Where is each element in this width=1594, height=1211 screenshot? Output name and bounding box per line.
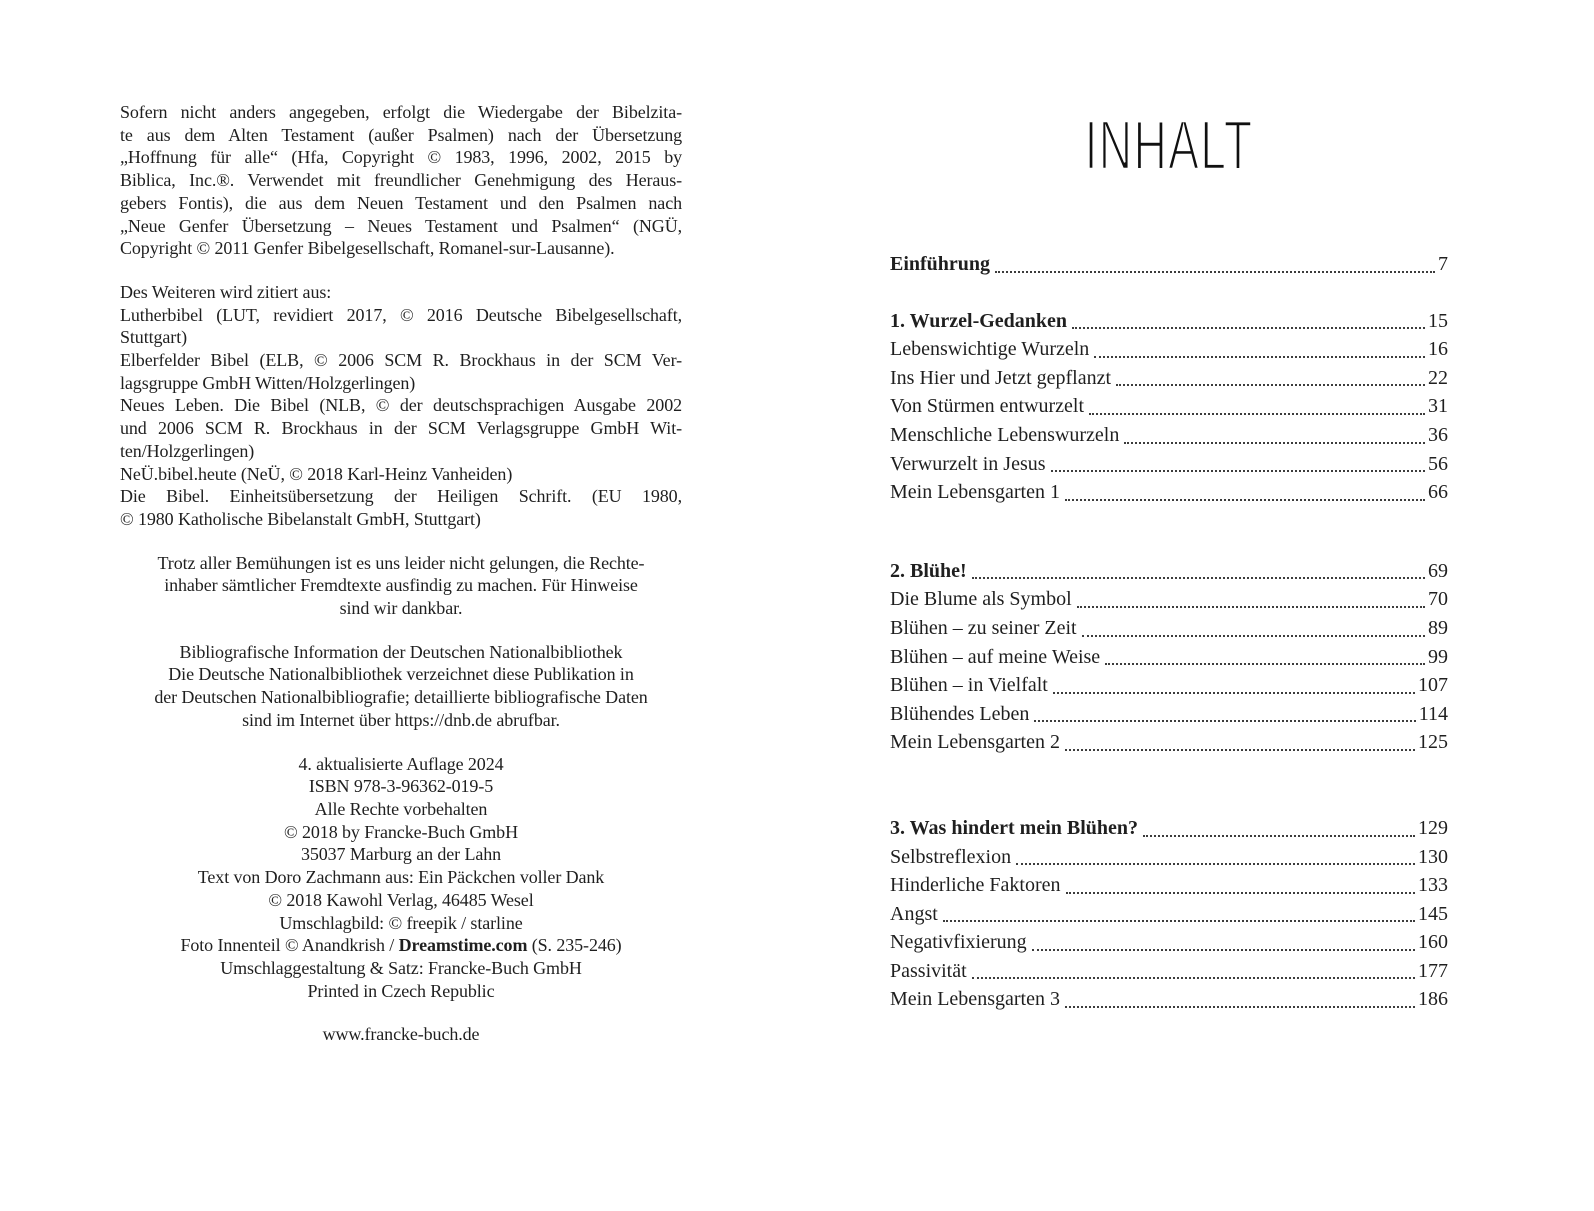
- bible-quote-notice: [120, 101, 682, 260]
- toc-entry: [890, 928, 1448, 957]
- text-line: te aus dem Alten Testament (außer Psalmen) nach der Übersetzung: [120, 124, 682, 145]
- toc-entry: [890, 364, 1448, 393]
- toc-entry-page-number: 16: [1428, 338, 1448, 361]
- toc-entry-page-number: 22: [1428, 366, 1448, 389]
- text-line: 4. aktualisierte Auflage 2024: [298, 753, 504, 774]
- toc-entry: [890, 335, 1448, 364]
- text-line: sind wir dankbar.: [339, 598, 463, 619]
- dot-leader: [1032, 949, 1415, 951]
- text-line: NeÜ.bibel.heute (NeÜ, © 2018 Karl-Heinz Vanheiden): [120, 463, 513, 484]
- toc-entry-page-number: 107: [1418, 674, 1448, 697]
- text-line: Copyright © 2011 Genfer Bibelgesellschaft, Romanel-sur-Lausanne).: [120, 238, 615, 259]
- toc-entry-page-number: 15: [1428, 309, 1448, 332]
- text-line: Umschlagbild: © freepik / starline: [279, 912, 523, 933]
- toc-entry-label: Mein Lebensgarten 1: [890, 481, 1060, 504]
- toc-entry-page-number: 56: [1428, 452, 1448, 475]
- toc-entry: [890, 392, 1448, 421]
- toc-entry-page-number: 99: [1428, 645, 1448, 668]
- imprint-details: [120, 753, 682, 1003]
- dot-leader: [1051, 470, 1425, 472]
- toc-entry: [890, 585, 1448, 614]
- dot-leader: [943, 920, 1415, 922]
- dot-leader: [1065, 499, 1425, 501]
- text-segment: (S. 235-246): [527, 935, 622, 956]
- toc-list: [890, 250, 1448, 1014]
- toc-page: [890, 0, 1448, 1211]
- toc-entry-label: Einführung: [890, 253, 991, 275]
- toc-entry: [890, 307, 1448, 336]
- dot-leader: [1143, 835, 1415, 837]
- text-line: inhaber sämtlicher Fremdtexte ausfindig zu machen. Für Hinweise: [164, 575, 638, 596]
- text-line: ten/Holzgerlingen): [120, 440, 255, 461]
- citation-sources: [120, 281, 682, 531]
- text-line: lagsgruppe GmbH Witten/Holzgerlingen): [120, 372, 416, 393]
- dot-leader: [1034, 720, 1415, 722]
- dot-leader: [1124, 442, 1425, 444]
- toc-entry-label: Angst: [890, 902, 938, 925]
- text-line: © 1980 Katholische Bibelanstalt GmbH, Stuttgart): [120, 508, 481, 529]
- toc-entry: [890, 671, 1448, 700]
- text-line: gebers Fontis), die aus dem Neuen Testament und den Psalmen nach: [120, 192, 682, 213]
- toc-entry-label: Selbstreflexion: [890, 845, 1012, 868]
- text-line: „Neue Genfer Übersetzung – Neues Testament und Psalmen“ (NGÜ,: [120, 215, 682, 236]
- toc-entry-page-number: 89: [1428, 616, 1448, 639]
- toc-entry: [890, 957, 1448, 986]
- page-title: INHALT: [1084, 106, 1254, 184]
- dot-leader: [1053, 692, 1415, 694]
- text-line: ISBN 978-3-96362-019-5: [308, 776, 494, 797]
- toc-entry: [890, 871, 1448, 900]
- dot-leader: [1089, 413, 1425, 415]
- text-line: „Hoffnung für alle“ (Hfa, Copyright © 1983, 1996, 2002, 2015 by: [120, 147, 682, 168]
- toc-entry: [890, 643, 1448, 672]
- toc-entry-label: Blühendes Leben: [890, 702, 1030, 725]
- toc-group: [890, 814, 1448, 1014]
- toc-entry-page-number: 66: [1428, 481, 1448, 504]
- toc-entry: [890, 421, 1448, 450]
- toc-entry-page-number: 160: [1418, 931, 1448, 954]
- toc-entry-page-number: 69: [1428, 559, 1448, 582]
- dot-leader: [1016, 863, 1415, 865]
- bold-text-segment: Dreamstime.com: [398, 935, 528, 956]
- text-line: Alle Rechte vorbehalten: [314, 798, 488, 819]
- text-line: Printed in Czech Republic: [307, 980, 495, 1001]
- text-line: Elberfelder Bibel (ELB, © 2006 SCM R. Brockhaus in der SCM Ver-: [120, 350, 682, 371]
- rights-note: [120, 552, 682, 620]
- toc-entry-label: Passivität: [890, 959, 967, 982]
- dot-leader: [1072, 327, 1425, 329]
- toc-entry-label: Ins Hier und Jetzt gepflanzt: [890, 366, 1112, 389]
- toc-entry-label: Blühen – auf meine Weise: [890, 645, 1101, 668]
- toc-entry: [890, 478, 1448, 507]
- text-line: www.francke-buch.de: [322, 1024, 480, 1045]
- dot-leader: [1077, 606, 1425, 608]
- text-segment: Foto Innenteil © Anandkrish /: [180, 935, 399, 956]
- toc-entry-page-number: 177: [1418, 959, 1448, 982]
- toc-entry-label: 2. Blühe!: [890, 559, 967, 582]
- dot-leader: [1066, 892, 1416, 894]
- toc-entry-page-number: 31: [1428, 395, 1448, 418]
- toc-entry: [890, 900, 1448, 929]
- toc-entry: [890, 700, 1448, 729]
- dot-leader: [1065, 749, 1415, 751]
- text-line: Die Deutsche Nationalbibliothek verzeichnet diese Publikation in: [168, 664, 634, 685]
- toc-entry-label: Von Stürmen entwurzelt: [890, 395, 1085, 418]
- toc-entry-page-number: 70: [1428, 588, 1448, 611]
- text-line: Stuttgart): [120, 327, 187, 348]
- toc-group: [890, 250, 1448, 279]
- toc-entry-label: Lebenswichtige Wurzeln: [890, 338, 1090, 361]
- text-line: Die Bibel. Einheitsübersetzung der Heiligen Schrift. (EU 1980,: [120, 486, 682, 507]
- toc-entry: [890, 450, 1448, 479]
- text-line: Neues Leben. Die Bibel (NLB, © der deutschsprachigen Ausgabe 2002: [120, 395, 682, 416]
- toc-entry-label: Blühen – zu seiner Zeit: [890, 616, 1077, 639]
- toc-entry-label: Negativfixierung: [890, 931, 1027, 954]
- toc-entry-label: 1. Wurzel-Gedanken: [890, 309, 1068, 332]
- toc-entry-page-number: 36: [1428, 423, 1448, 446]
- dot-leader: [1065, 1006, 1415, 1008]
- toc-entry-page-number: 133: [1418, 874, 1448, 897]
- toc-entry: [890, 728, 1448, 757]
- toc-entry: [890, 250, 1448, 279]
- toc-entry-page-number: 125: [1418, 731, 1448, 754]
- dot-leader: [972, 577, 1425, 579]
- toc-entry-label: Die Blume als Symbol: [890, 588, 1072, 611]
- dot-leader: [1082, 635, 1425, 637]
- toc-entry: [890, 557, 1448, 586]
- toc-group: [890, 307, 1448, 507]
- dot-leader: [1105, 663, 1425, 665]
- toc-entry: [890, 614, 1448, 643]
- dot-leader: [1094, 356, 1425, 358]
- dot-leader: [995, 271, 1435, 273]
- toc-entry-label: Mein Lebensgarten 2: [890, 731, 1060, 754]
- website: [120, 1023, 682, 1046]
- toc-entry-page-number: 130: [1418, 845, 1448, 868]
- toc-entry-label: Mein Lebensgarten 3: [890, 988, 1060, 1011]
- toc-entry-label: Blühen – in Vielfalt: [890, 674, 1048, 697]
- toc-entry-label: Verwurzelt in Jesus: [890, 452, 1046, 475]
- text-line: © 2018 by Francke-Buch GmbH: [284, 821, 518, 842]
- toc-entry-label: Hinderliche Faktoren: [890, 874, 1061, 897]
- dnb-note: [120, 641, 682, 732]
- text-line: [120, 934, 682, 957]
- text-line: Bibliografische Information der Deutschen Nationalbibliothek: [179, 641, 623, 662]
- text-line: © 2018 Kawohl Verlag, 46485 Wesel: [268, 889, 534, 910]
- toc-entry: [890, 985, 1448, 1014]
- toc-entry: [890, 814, 1448, 843]
- toc-entry-page-number: 145: [1418, 902, 1448, 925]
- toc-entry-label: Menschliche Lebenswurzeln: [890, 423, 1120, 446]
- text-line: und 2006 SCM R. Brockhaus in der SCM Verlagsgruppe GmbH Wit-: [120, 418, 682, 439]
- text-line: 35037 Marburg an der Lahn: [300, 844, 502, 865]
- text-line: Umschlaggestaltung & Satz: Francke-Buch GmbH: [220, 957, 582, 978]
- toc-entry-label: 3. Was hindert mein Blühen?: [890, 816, 1139, 839]
- imprint-page: [120, 101, 682, 1046]
- text-line: sind im Internet über https://dnb.de abrufbar.: [242, 709, 560, 730]
- text-line: Lutherbibel (LUT, revidiert 2017, © 2016 Deutsche Bibelgesellschaft,: [120, 304, 682, 325]
- dot-leader: [1116, 384, 1425, 386]
- text-line: Sofern nicht anders angegeben, erfolgt die Wiedergabe der Bibelzita-: [120, 102, 682, 122]
- dot-leader: [972, 977, 1415, 979]
- text-line: Trotz aller Bemühungen ist es uns leider nicht gelungen, die Rechte-: [157, 552, 645, 573]
- text-line: Biblica, Inc.®. Verwendet mit freundlicher Genehmigung des Heraus-: [120, 170, 682, 191]
- text-line: der Deutschen Nationalbibliografie; detaillierte bibliografische Daten: [154, 687, 648, 708]
- text-line: Text von Doro Zachmann aus: Ein Päckchen voller Dank: [197, 867, 605, 888]
- toc-entry-page-number: 186: [1418, 988, 1448, 1011]
- toc-entry-page-number: 114: [1418, 702, 1448, 725]
- toc-entry: [890, 843, 1448, 872]
- toc-entry-page-number: 129: [1418, 816, 1448, 839]
- toc-group: [890, 557, 1448, 757]
- toc-entry-page-number: 7: [1438, 253, 1448, 275]
- text-line: Des Weiteren wird zitiert aus:: [120, 281, 332, 302]
